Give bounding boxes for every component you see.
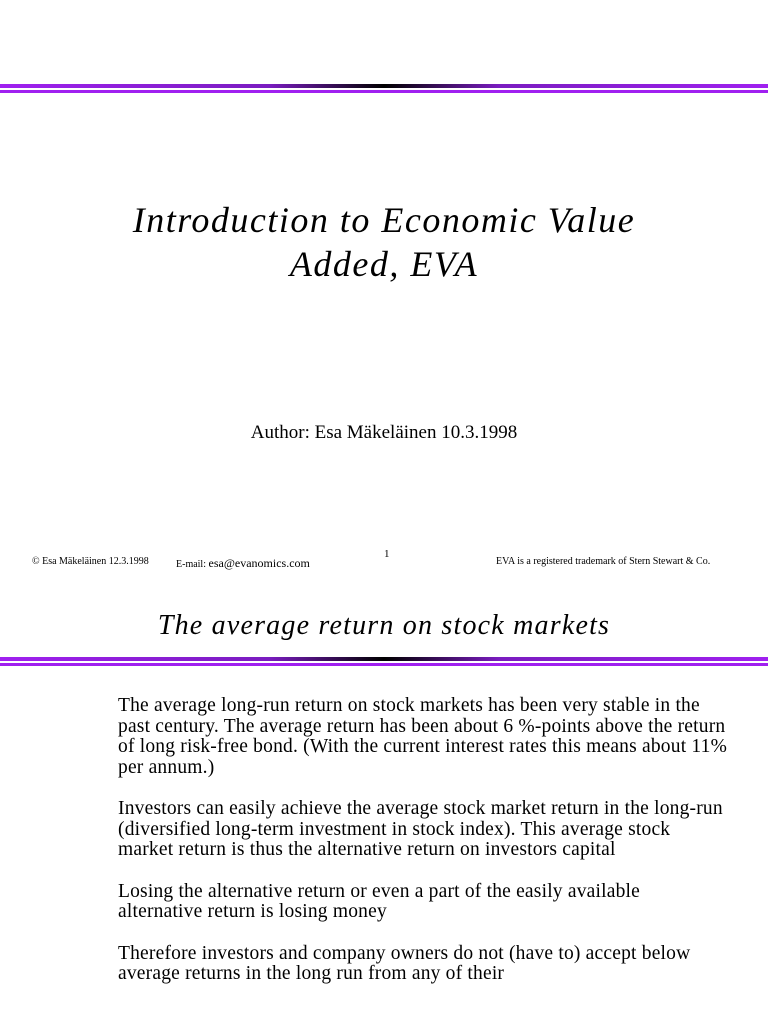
footer-trademark: EVA is a registered trademark of Stern Stewart & Co.: [496, 556, 711, 567]
page-number: 1: [384, 548, 390, 560]
second-slide-title: The average return on stock markets: [157, 610, 611, 641]
second-divider-bar: [0, 657, 768, 668]
email-address: esa@evanomics.com: [208, 556, 310, 570]
bullet-paragraph: The average long-run return on stock markets has been very stable in the past century. The average return has been about 6 %-points above the return of long risk-free bond. (With the current interest rates this means about 11% per annum.): [118, 695, 728, 778]
footer-copyright: © Esa Mäkeläinen 12.3.1998: [32, 556, 149, 567]
slide-title-line-1: Introduction to Economic Value: [132, 200, 636, 240]
author-line: Author: Esa Mäkeläinen 10.3.1998: [250, 422, 518, 443]
slide-title-line-2: Added, EVA: [289, 244, 479, 284]
bullet-paragraph: Therefore investors and company owners do not (have to) accept below average returns in the long run from any of their: [118, 942, 691, 984]
email-label: E-mail:: [176, 559, 206, 570]
bullet-paragraph: Losing the alternative return or even a part of the easily available alternative return is losing money: [118, 880, 641, 922]
top-divider-bar: [0, 84, 768, 95]
slide-title: [0, 198, 768, 286]
bullet-list: [118, 696, 728, 1006]
footer-email: [176, 556, 310, 571]
bullet-paragraph: Investors can easily achieve the average stock market return in the long-run (diversified long-term investment in stock index). This average stock market return is thus the alternative return on investors capital: [118, 798, 723, 860]
